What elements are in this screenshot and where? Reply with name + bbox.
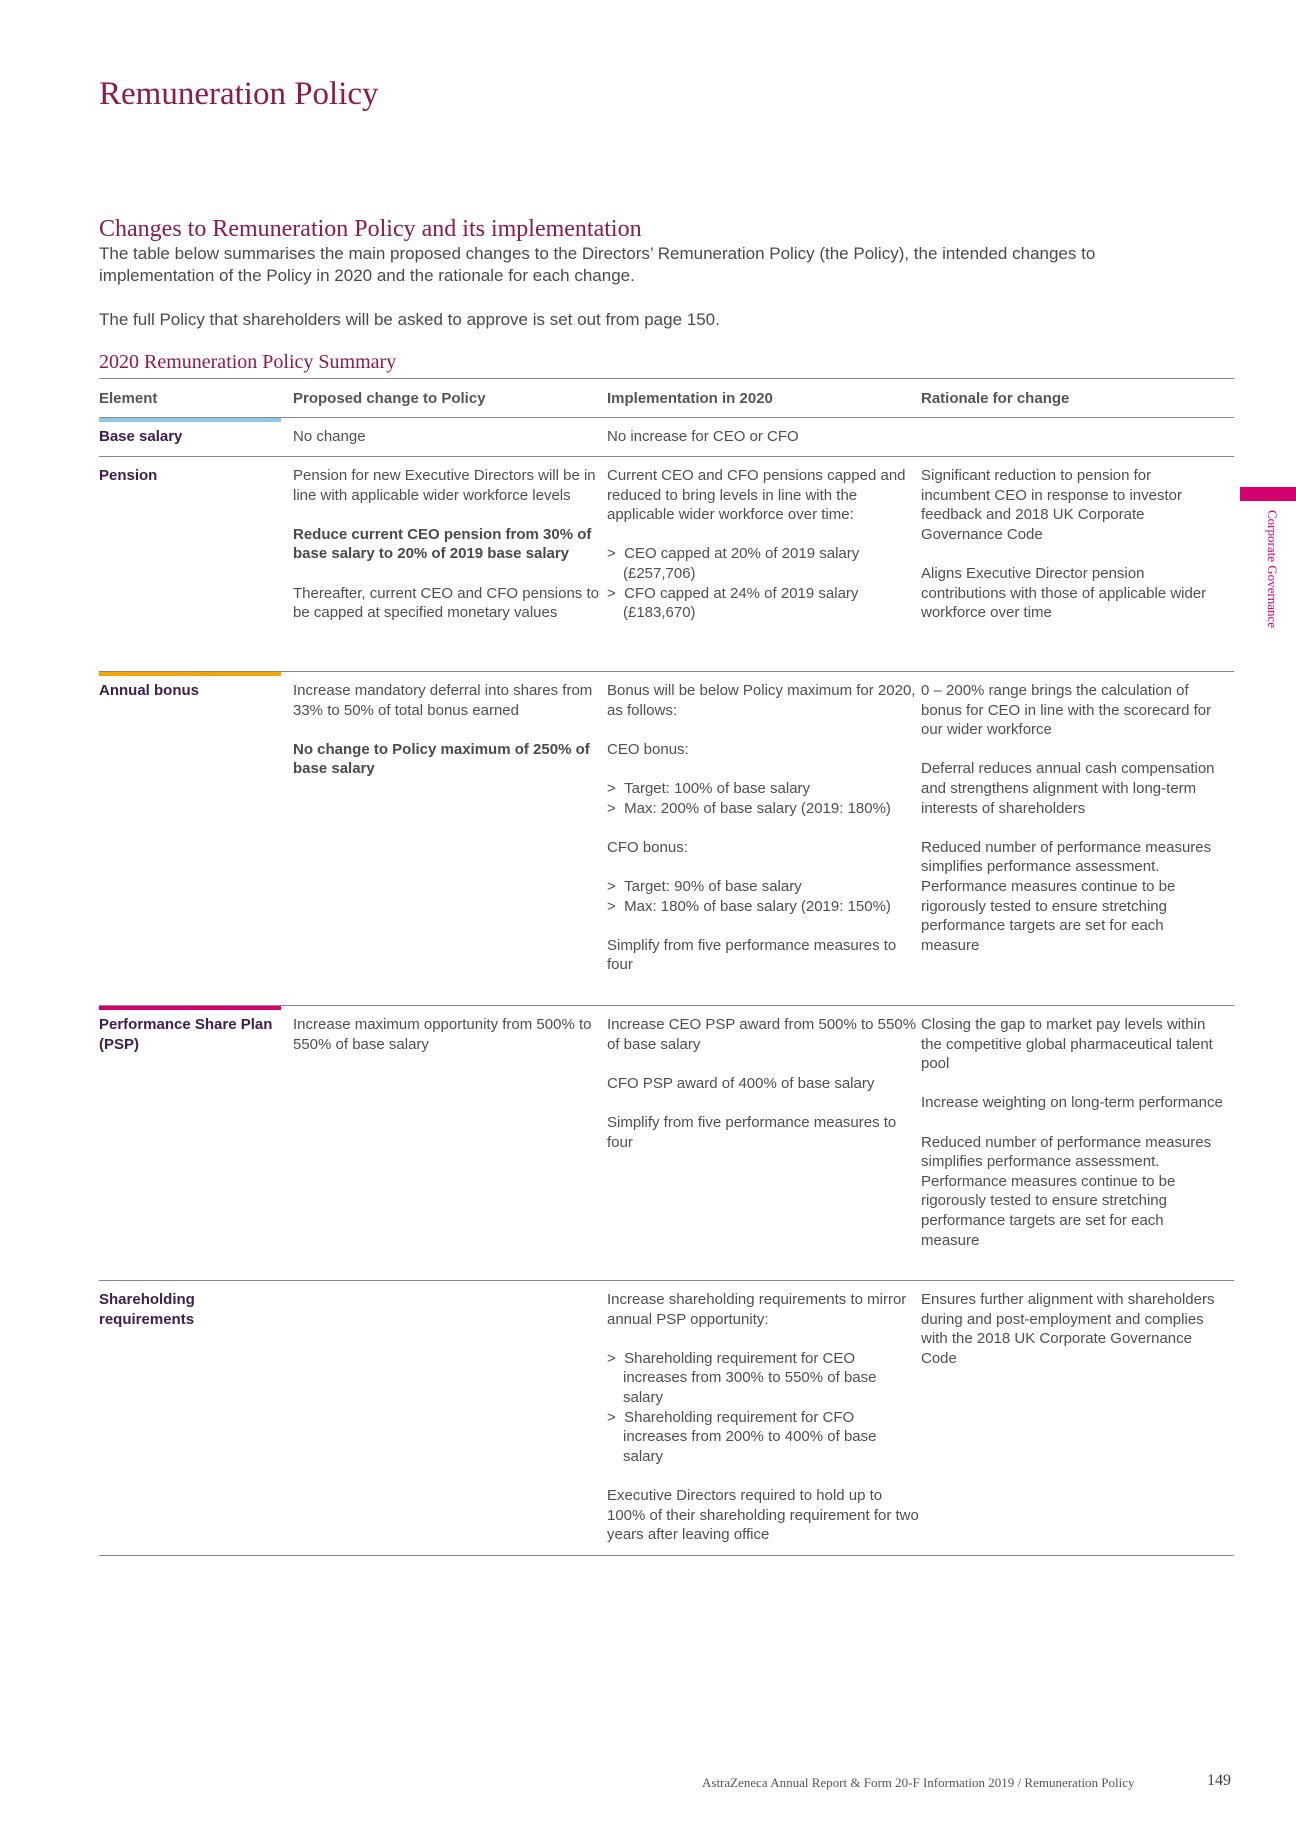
list-item: > CEO capped at 20% of 2019 salary (£257,706): [607, 544, 920, 583]
bullet-list: [607, 544, 920, 622]
element-name: Base salary: [99, 428, 183, 445]
implementation-cell: Bonus will be below Policy maximum for 2020, as follows: CEO bonus: > Target: 100% of base salary > Max: 200% of base salary (2019: 180%) CFO bonus: > Target: 90% of base salary > Max: 180% of base salary (2019: 150%) Simplify from five performance measures to four: [607, 672, 920, 1005]
side-section-label: Corporate Governance: [1265, 510, 1280, 629]
intro-paragraph: The table below summarises the main proposed changes to the Directors’ Remuneration Policy (the Policy), the intended changes to implementation of the Policy in 2020 and the rationale for each change.: [99, 244, 1096, 285]
section-heading: Changes to Remuneration Policy and its implementation: [99, 216, 642, 242]
element-name: Annual bonus: [99, 682, 199, 699]
list-item: > Max: 200% of base salary (2019: 180%): [607, 799, 920, 819]
implementation-cell: No increase for CEO or CFO: [607, 428, 799, 445]
list-item: > CFO capped at 24% of 2019 salary (£183,670): [607, 584, 920, 623]
rationale-cell: Ensures further alignment with shareholders during and post-employment and complies with the 2018 UK Corporate Governance Code: [921, 1291, 1215, 1367]
list-item: > Shareholding requirement for CFO increases from 200% to 400% of base salary: [607, 1408, 920, 1467]
bullet-list: [607, 1349, 920, 1467]
row-accent-bar: [99, 672, 281, 676]
bullet-list: [607, 877, 920, 916]
rationale-cell: [921, 418, 1224, 456]
header-rationale: Rationale for change: [921, 389, 1070, 407]
table-row-base-salary: [99, 418, 1234, 456]
table-row-pension: [99, 457, 1234, 671]
proposed-change-cell: Increase maximum opportunity from 500% to 550% of base salary: [293, 1016, 592, 1053]
section-tab-marker: [1240, 487, 1296, 501]
proposed-change-cell: [293, 1281, 606, 1555]
proposed-change-cell: No change: [293, 428, 366, 445]
page-number: 149: [1207, 1772, 1231, 1789]
implementation-cell: Current CEO and CFO pensions capped and reduced to bring levels in line with the applicable wider workforce over time: > CEO capped at 20% of 2019 salary (£257,706) > CFO capped at 24% of 2019 salary (£183,670): [607, 457, 920, 671]
implementation-cell: Increase CEO PSP award from 500% to 550% of base salary CFO PSP award of 400% of base salary Simplify from five performance measures to four: [607, 1016, 917, 1151]
header-implementation: Implementation in 2020: [607, 389, 773, 407]
footer-text: AstraZeneca Annual Report & Form 20-F Information 2019 / Remuneration Policy: [702, 1775, 1135, 1790]
intro-paragraph-reference: The full Policy that shareholders will be asked to approve is set out from page 150.: [99, 310, 720, 329]
header-proposed-change: Proposed change to Policy: [293, 389, 486, 407]
list-item: > Target: 100% of base salary: [607, 779, 920, 799]
table-row-shareholding: [99, 1281, 1234, 1555]
row-accent-bar: [99, 418, 281, 422]
proposed-change-cell: Pension for new Executive Directors will be in line with applicable wider workforce levels Reduce current CEO pension from 30% of base salary to 20% of 2019 base salary Thereafter, current CEO and CFO pensions to be capped at specified monetary values: [293, 467, 599, 622]
table-row-psp: [99, 1006, 1234, 1280]
page-title: Remuneration Policy: [99, 76, 379, 112]
rationale-cell: Significant reduction to pension for incumbent CEO in response to investor feedback and 2018 UK Corporate Governance Code Aligns Executive Director pension contributions with those of applicable wider workforce over time: [921, 467, 1207, 622]
implementation-cell: Increase shareholding requirements to mirror annual PSP opportunity: > Shareholding requirement for CEO increases from 300% to 550% of base salary > Shareholding requirement for CFO increases from 200% to 400% of base salary Executive Directors required to hold up to 100% of their shareholding requirement for two years after leaving office: [607, 1281, 920, 1555]
table-bottom-rule: [99, 1555, 1234, 1556]
list-item: > Max: 180% of base salary (2019: 150%): [607, 897, 920, 917]
rationale-cell: Closing the gap to market pay levels within the competitive global pharmaceutical talent pool Increase weighting on long-term performance Reduced number of performance measures simplifies performance assessment. Performance measures continue to be rigorously tested to ensure stretching performance targets are set for each measure: [921, 1016, 1223, 1249]
list-item: > Shareholding requirement for CEO increases from 300% to 550% of base salary: [607, 1349, 920, 1408]
table-header-row: [99, 379, 1234, 417]
policy-summary-table: [99, 378, 1234, 1556]
proposed-change-cell: Increase mandatory deferral into shares from 33% to 50% of total bonus earned No change to Policy maximum of 250% of base salary: [293, 682, 593, 778]
header-element: Element: [99, 389, 158, 407]
table-row-annual-bonus: [99, 672, 1234, 1005]
table-title: 2020 Remuneration Policy Summary: [99, 351, 397, 373]
list-item: > Target: 90% of base salary: [607, 877, 920, 897]
element-name: Performance Share Plan (PSP): [99, 1016, 273, 1053]
element-name: Pension: [99, 467, 158, 484]
row-accent-bar: [99, 1006, 281, 1010]
rationale-cell: 0 – 200% range brings the calculation of bonus for CEO in line with the scorecard for our wider workforce Deferral reduces annual cash compensation and strengthens alignment with long-term interests of shareholders Reduced number of performance measures simplifies performance assessment. Performance measures continue to be rigorously tested to ensure stretching performance targets are set for each measure: [921, 682, 1215, 954]
bullet-list: [607, 779, 920, 818]
element-name: Shareholding requirements: [99, 1291, 195, 1328]
